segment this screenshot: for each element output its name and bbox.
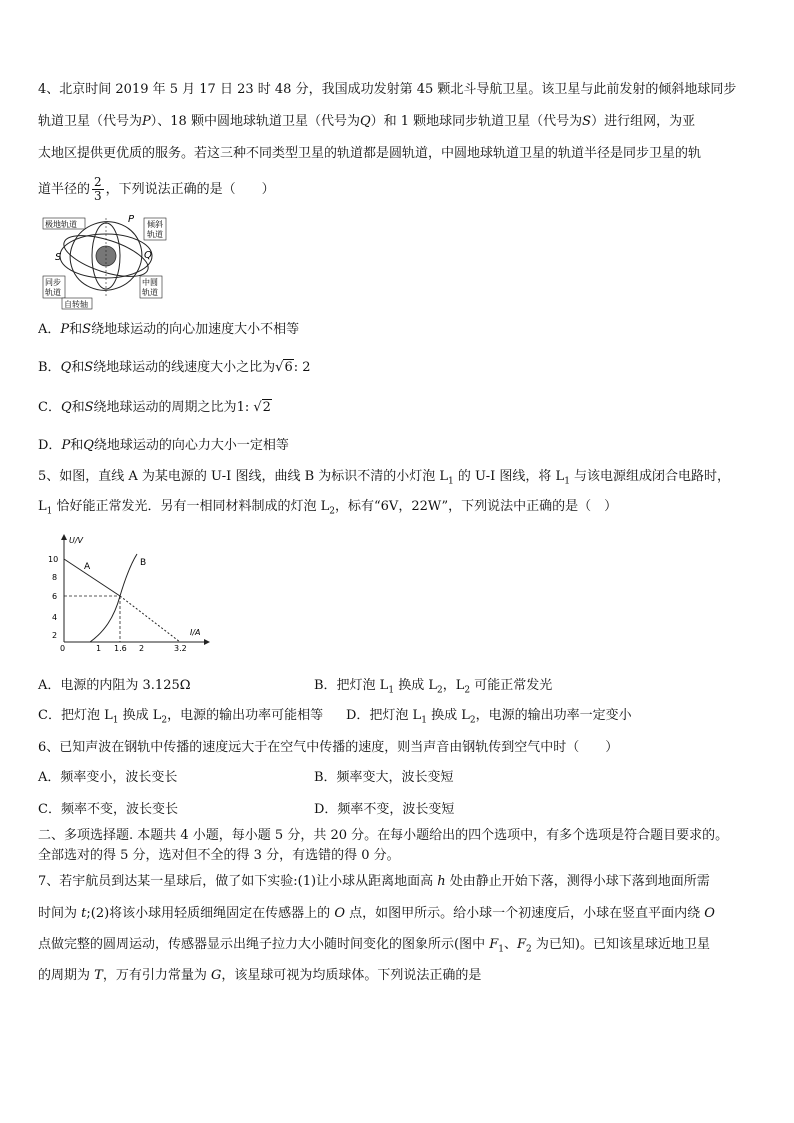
q7-stem-line2: 时间为 t;(2)将该小球用轻质细绳固定在传感器上的 O 点，如图甲所示。给小球一个初速度后，小球在竖直平面内绕 O [38, 906, 715, 921]
y-tick-4: 4 [52, 613, 58, 622]
source-line-a [64, 559, 120, 596]
x-tick-1: 1 [96, 644, 102, 653]
q4-option-c: C．Q和S绕地球运动的周期之比为1: √2 [38, 396, 760, 420]
q6-option-c: C．频率不变，波长变长 [38, 802, 178, 817]
y-axis-label: U/V [69, 536, 84, 545]
q4-stem-line2: 轨道卫星（代号为P）、18 颗中圆地球轨道卫星（代号为Q）和 1 颗地球同步轨道卫星（代号为S）进行组网，为亚 [38, 114, 696, 129]
x-tick-3-2: 3.2 [174, 644, 187, 653]
q6-stem: 6、已知声波在钢轨中传播的速度远大于在空气中传播的速度，则当声音由钢轨传到空气中时（ ） [38, 740, 619, 755]
q4-option-a: A．P和S绕地球运动的向心加速度大小不相等 [38, 322, 300, 337]
q7-stem-line3: 点做完整的圆周运动，传感器显示出绳子拉力大小随时间变化的图象所示(图中 $F_1$、$F_2$ 为已知)。已知该星球近地卫星 [38, 937, 710, 955]
q5-option-a: A．电源的内阻为 3.125Ω [38, 678, 191, 693]
q7-stem-line4: 的周期为 T，万有引力常量为 G，该星球可视为均质球体。下列说法正确的是 [38, 968, 482, 983]
q4-stem-line3: 太地区提供更优质的服务。若这三种不同类型卫星的轨道都是圆轨道，中圆地球轨道卫星的轨道半径是同步卫星的轨 [38, 146, 702, 161]
lamp-curve-b [90, 554, 137, 642]
section2-instructions-line2: 全部选对的得 5 分，选对但不全的得 3 分，有选错的得 0 分。 [38, 848, 400, 863]
sqrt-2: √2 [253, 400, 271, 415]
label-tilt-orbit-1: 倾斜 [147, 220, 163, 229]
source-line-a-extension [120, 596, 180, 642]
q7-stem-line1: 7、若宇航员到达某一星球后，做了如下实验:(1)让小球从距离地面高 h 处由静止开始下落，测得小球下落到地面所需 [38, 874, 710, 889]
q5-option-d: D．把灯泡 $L_1$ 换成 $L_2$，电源的输出功率一定变小 [346, 708, 632, 726]
sqrt-6: √6 [275, 360, 293, 375]
label-tilt-orbit-2: 轨道 [147, 230, 163, 239]
line-a-label: A [84, 562, 91, 572]
fraction-2-3: $\frac{2}{3}$ [94, 176, 102, 203]
q5-option-c: C．把灯泡 $L_1$ 换成 $L_2$，电源的输出功率可能相等 [38, 708, 324, 726]
y-tick-2: 2 [52, 631, 58, 640]
label-polar-orbit: 极地轨道 [45, 220, 77, 229]
q5-option-b: B．把灯泡 $L_1$ 换成 $L_2$，$L_2$ 可能正常发光 [314, 678, 553, 696]
label-S: S [55, 252, 62, 263]
x-tick-2: 2 [139, 644, 145, 653]
ui-graph [42, 532, 212, 658]
label-mid-orbit-1: 中圆 [142, 278, 158, 287]
q5-stem-line1: 5、如图，直线 A 为某电源的 U-I 图线，曲线 B 为标识不清的小灯泡 $L_1$ 的 U-I 图线，将 $L_1$ 与该电源组成闭合电路时， [38, 469, 731, 487]
y-tick-6: 6 [52, 592, 58, 601]
label-Q: Q [144, 250, 152, 261]
q6-option-d: D．频率不变，波长变短 [314, 802, 455, 817]
y-tick-8: 8 [52, 573, 58, 582]
q4-stem-line1: 4、北京时间 2019 年 5 月 17 日 23 时 48 分，我国成功发射第 45 颗北斗导航卫星。该卫星与此前发射的倾斜地球同步 [38, 82, 737, 97]
x-tick-1-6: 1.6 [114, 644, 127, 653]
q6-option-a: A．频率变小，波长变长 [38, 770, 178, 785]
label-sync-orbit-2: 轨道 [45, 288, 61, 297]
label-mid-orbit-2: 轨道 [142, 288, 158, 297]
q4-stem-line4: 道半径的 $\frac{2}{3}$ ，下列说法正确的是（ ） [38, 176, 275, 203]
label-sync-orbit-1: 同步 [45, 278, 61, 287]
x-tick-0: 0 [60, 644, 66, 653]
label-rotation-axis: 自转轴 [64, 300, 88, 309]
q4-option-b: B．Q和S绕地球运动的线速度大小之比为√6: 2 [38, 356, 760, 380]
section2-instructions-line1: 二、多项选择题. 本题共 4 小题，每小题 5 分，共 20 分。在每小题给出的四个选项中，有多个选项是符合题目要求的。 [38, 828, 729, 843]
y-tick-10: 10 [48, 555, 59, 564]
label-P: P [128, 214, 135, 225]
curve-b-label: B [140, 558, 147, 568]
x-axis-label: I/A [190, 628, 201, 637]
q6-option-b: B．频率变大，波长变短 [314, 770, 454, 785]
q5-stem-line2: $L_1$ 恰好能正常发光．另有一相同材料制成的灯泡 $L_2$，标有“6V，22W”，下列说法中正确的是（ ） [38, 499, 618, 517]
q4-option-d: D．P和Q绕地球运动的向心力大小一定相等 [38, 438, 289, 453]
orbit-diagram [40, 212, 170, 316]
